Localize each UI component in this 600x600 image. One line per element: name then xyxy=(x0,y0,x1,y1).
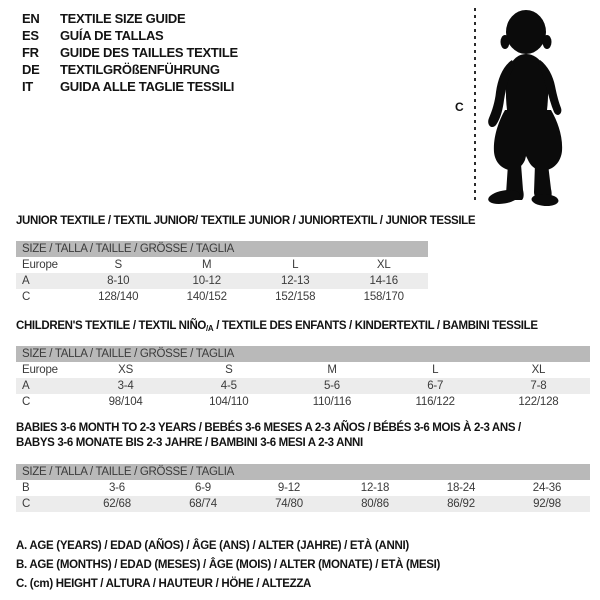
size-cell: XS xyxy=(118,364,134,376)
list-item xyxy=(22,78,238,95)
babies-section-heading xyxy=(16,421,521,451)
size-cell: 62/68 xyxy=(103,498,131,510)
size-cell: 152/158 xyxy=(275,291,316,303)
size-cell: 12-13 xyxy=(281,275,310,287)
language-title-list xyxy=(22,10,238,95)
row-label: C xyxy=(22,396,31,408)
size-cell: L xyxy=(432,364,439,376)
children-size-table xyxy=(16,346,590,410)
size-cell: 104/110 xyxy=(209,396,249,408)
size-cell: 116/122 xyxy=(415,396,455,408)
size-table-header: SIZE / TALLA / TAILLE / GRÖSSE / TAGLIA xyxy=(16,464,590,480)
guide-title: GUIDA ALLE TAGLIE TESSILI xyxy=(60,79,235,94)
table-row xyxy=(16,480,590,496)
list-item xyxy=(22,61,238,78)
language-code: EN xyxy=(22,11,40,26)
guide-title: TEXTILGRÖßENFÜHRUNG xyxy=(60,62,220,77)
heading-line-1: BABIES 3-6 MONTH TO 2-3 YEARS / BEBÉS 3-6 MESES A 2-3 AÑOS / BÉBÉS 3-6 MOIS À 2-3 ANS / xyxy=(16,422,521,434)
footnote-age-years: A. AGE (YEARS) / EDAD (AÑOS) / ÂGE (ANS) / ALTER (JAHRE) / ETÀ (ANNI) xyxy=(16,540,409,552)
guide-title: TEXTILE SIZE GUIDE xyxy=(60,11,186,26)
table-row xyxy=(16,273,428,289)
height-measure-dashed-line xyxy=(474,8,476,204)
junior-section-heading: JUNIOR TEXTILE / TEXTIL JUNIOR/ TEXTILE JUNIOR / JUNIORTEXTIL / JUNIOR TESSILE xyxy=(16,215,476,227)
size-cell: 18-24 xyxy=(446,482,476,494)
size-cell: 92/98 xyxy=(533,498,561,510)
babies-size-table xyxy=(16,464,590,512)
size-cell: 74/80 xyxy=(275,498,303,510)
size-cell: 86/92 xyxy=(447,498,475,510)
size-cell: 158/170 xyxy=(363,291,404,303)
size-cell: M xyxy=(327,364,337,376)
language-code: DE xyxy=(22,62,40,77)
footnote-age-months: B. AGE (MONTHS) / EDAD (MESES) / ÂGE (MOIS) / ALTER (MONATE) / ETÀ (MESI) xyxy=(16,559,441,571)
children-section-heading xyxy=(16,320,538,333)
junior-size-table xyxy=(16,241,428,305)
table-row xyxy=(16,257,428,273)
size-cell: 3-4 xyxy=(117,380,134,392)
footnote-height-cm: C. (cm) HEIGHT / ALTURA / HAUTEUR / HÖHE / ALTEZZA xyxy=(16,578,312,590)
size-cell: 3-6 xyxy=(108,482,126,494)
table-row xyxy=(16,496,590,512)
row-label: Europe xyxy=(22,364,58,376)
size-cell: 5-6 xyxy=(323,380,341,392)
size-cell: XL xyxy=(531,364,546,376)
size-cell: 110/116 xyxy=(312,396,352,408)
size-cell: 4-5 xyxy=(220,380,237,392)
list-item xyxy=(22,44,238,61)
size-cell: 6-7 xyxy=(427,380,444,392)
guide-title: GUÍA DE TALLAS xyxy=(60,28,164,43)
table-row xyxy=(16,289,428,305)
size-cell: 12-18 xyxy=(360,482,390,494)
size-cell: 8-10 xyxy=(107,275,130,287)
size-cell: 140/152 xyxy=(186,291,227,303)
size-cell: 128/140 xyxy=(98,291,139,303)
size-cell: 7-8 xyxy=(530,380,547,392)
size-cell: XL xyxy=(376,259,391,271)
heading-line-2: BABYS 3-6 MONATE BIS 2-3 JAHRE / BAMBINI 3-6 MESI A 2-3 ANNI xyxy=(16,437,363,449)
baby-silhouette-icon xyxy=(484,6,576,206)
size-cell: 68/74 xyxy=(189,498,217,510)
table-row xyxy=(16,394,590,410)
size-cell: 80/86 xyxy=(361,498,389,510)
size-cell: M xyxy=(202,259,212,271)
size-cell: 24-36 xyxy=(532,482,562,494)
list-item xyxy=(22,27,238,44)
row-label: C xyxy=(22,498,31,510)
heading-text: CHILDREN'S TEXTILE / TEXTIL NIÑO xyxy=(16,320,207,332)
footnote-legend xyxy=(16,537,440,594)
row-label: A xyxy=(22,380,30,392)
heading-text: / TEXTILE DES ENFANTS / KINDERTEXTIL / BAMBINI TESSILE xyxy=(213,320,538,332)
size-cell: 6-9 xyxy=(194,482,212,494)
size-cell: S xyxy=(114,259,122,271)
size-cell: S xyxy=(225,364,233,376)
list-item xyxy=(22,10,238,27)
size-cell: 10-12 xyxy=(192,275,221,287)
guide-title: GUIDE DES TAILLES TEXTILE xyxy=(60,45,238,60)
row-label: B xyxy=(22,482,30,494)
table-row xyxy=(16,362,590,378)
height-measure-label: C xyxy=(455,100,464,114)
size-table-header: SIZE / TALLA / TAILLE / GRÖSSE / TAGLIA xyxy=(16,346,590,362)
table-row xyxy=(16,378,590,394)
size-cell: L xyxy=(292,259,299,271)
heading-subscript: /A xyxy=(206,324,214,333)
language-code: ES xyxy=(22,28,39,43)
size-cell: 98/104 xyxy=(108,396,143,408)
row-label: Europe xyxy=(22,259,58,271)
size-cell: 122/128 xyxy=(518,396,559,408)
row-label: C xyxy=(22,291,31,303)
size-cell: 14-16 xyxy=(369,275,398,287)
size-cell: 9-12 xyxy=(277,482,301,494)
language-code: FR xyxy=(22,45,39,60)
language-code: IT xyxy=(22,79,33,94)
row-label: A xyxy=(22,275,30,287)
size-table-header: SIZE / TALLA / TAILLE / GRÖSSE / TAGLIA xyxy=(16,241,428,257)
